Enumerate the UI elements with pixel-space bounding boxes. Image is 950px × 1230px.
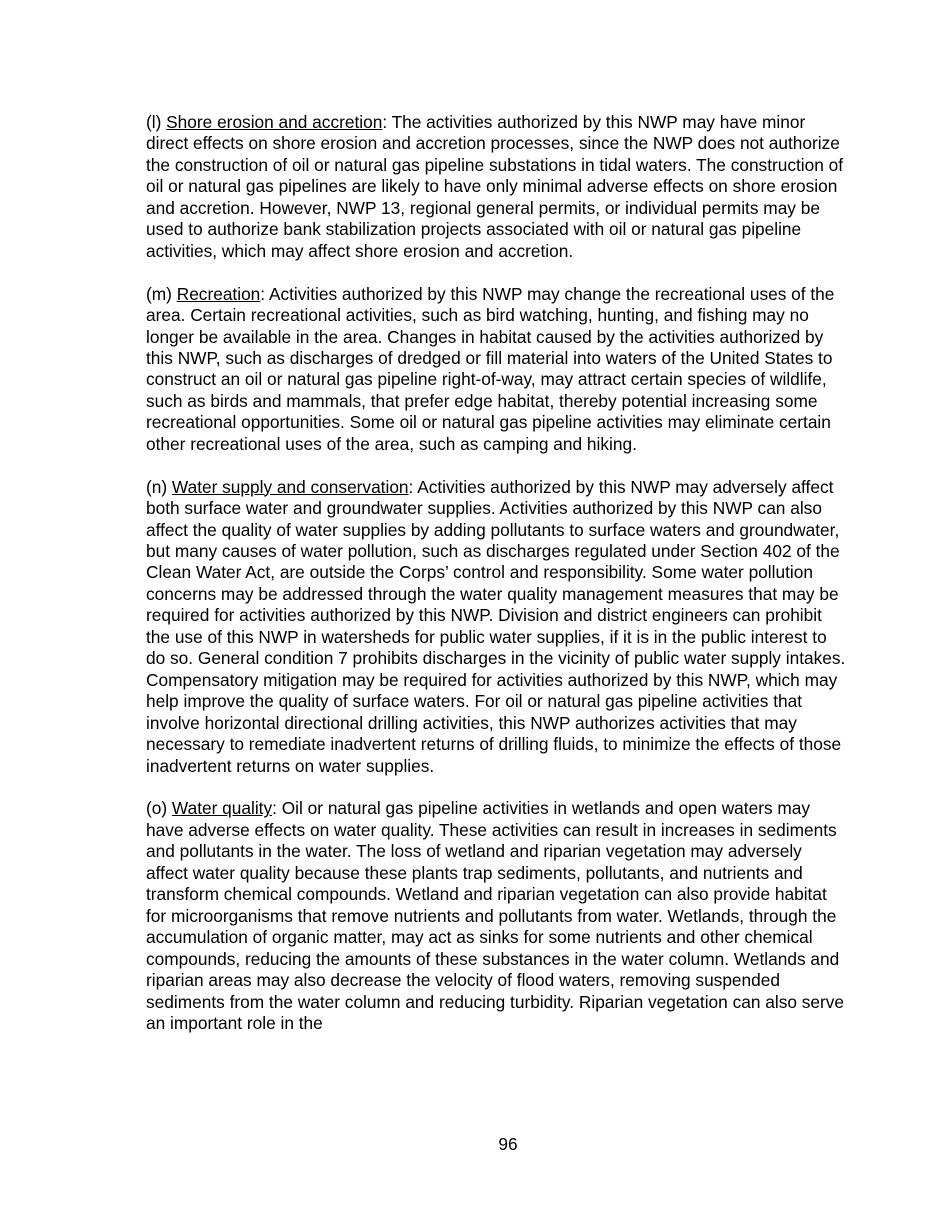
section-marker: (n) — [146, 476, 172, 497]
section-l-shore-erosion — [146, 112, 846, 262]
document-body — [146, 112, 846, 1056]
section-text: : The activities authorized by this NWP may have minor direct effects on shore erosion and accretion processes, since the NWP does not authorize the construction of oil or natural gas pipeline substations in tidal waters. The construction of oil or natural gas pipelines are likely to have only minimal adverse effects on shore erosion and accretion. However, NWP 13, regional general permits, or individual permits may be used to authorize bank stabilization projects associated with oil or natural gas pipeline activities, which may affect shore erosion and accretion. — [146, 112, 844, 261]
section-n-water-supply — [146, 477, 846, 777]
section-marker: (o) — [146, 798, 172, 819]
section-text: : Activities authorized by this NWP may change the recreational uses of the area. Certain recreational activities, such as bird watching, hunting, and fishing may no longer be available in the area. Changes in habitat caused by the activities authorized by this NWP, such as discharges of dredged or fill material into waters of the United States to construct an oil or natural gas pipeline right-of-way, may attract certain species of wildlife, such as birds and mammals, that prefer edge habitat, thereby potential increasing some recreational opportunities. Some oil or natural gas pipeline activities may eliminate certain other recreational uses of the area, such as camping and hiking. — [146, 283, 835, 454]
section-text: : Activities authorized by this NWP may adversely affect both surface water and groundwater supplies. Activities authorized by this NWP can also affect the quality of water supplies by adding pollutants to surface waters and groundwater, but many causes of water pollution, such as discharges regulated under Section 402 of the Clean Water Act, are outside the Corps’ control and responsibility. Some water pollution concerns may be addressed through the water quality management measures that may be required for activities authorized by this NWP. Division and district engineers can prohibit the use of this NWP in watersheds for public water supplies, if it is in the public interest to do so. General condition 7 prohibits discharges in the vicinity of public water supply intakes. Compensatory mitigation may be required for activities authorized by this NWP, which may help improve the quality of surface waters. For oil or natural gas pipeline activities that involve horizontal directional drilling activities, this NWP authorizes activities that may necessary to remediate inadvertent returns of drilling fluids, to minimize the effects of those inadvertent returns on water supplies. — [146, 476, 846, 776]
section-heading: Shore erosion and accretion — [166, 112, 383, 132]
section-o-water-quality — [146, 798, 846, 1034]
page-number: 96 — [498, 1134, 518, 1154]
section-marker: (m) — [146, 283, 177, 304]
section-text: : Oil or natural gas pipeline activities in wetlands and open waters may have adverse effects on water quality. These activities can result in increases in sediments and pollutants in the water. The loss of wetland and riparian vegetation may adversely affect water quality because these plants trap sediments, pollutants, and nutrients and transform chemical compounds. Wetland and riparian vegetation can also provide habitat for microorganisms that remove nutrients and pollutants from water. Wetlands, through the accumulation of organic matter, may act as sinks for some nutrients and other chemical compounds, reducing the amounts of these substances in the water column. Wetlands and riparian areas may also decrease the velocity of flood waters, removing suspended sediments from the water column and reducing turbidity. Riparian vegetation can also serve an important role in the — [146, 798, 845, 1033]
section-m-recreation — [146, 284, 846, 456]
section-heading: Recreation — [176, 283, 261, 304]
section-heading: Water supply and conservation — [171, 476, 409, 497]
section-heading: Water quality — [171, 798, 273, 819]
section-marker: (l) — [146, 112, 167, 132]
